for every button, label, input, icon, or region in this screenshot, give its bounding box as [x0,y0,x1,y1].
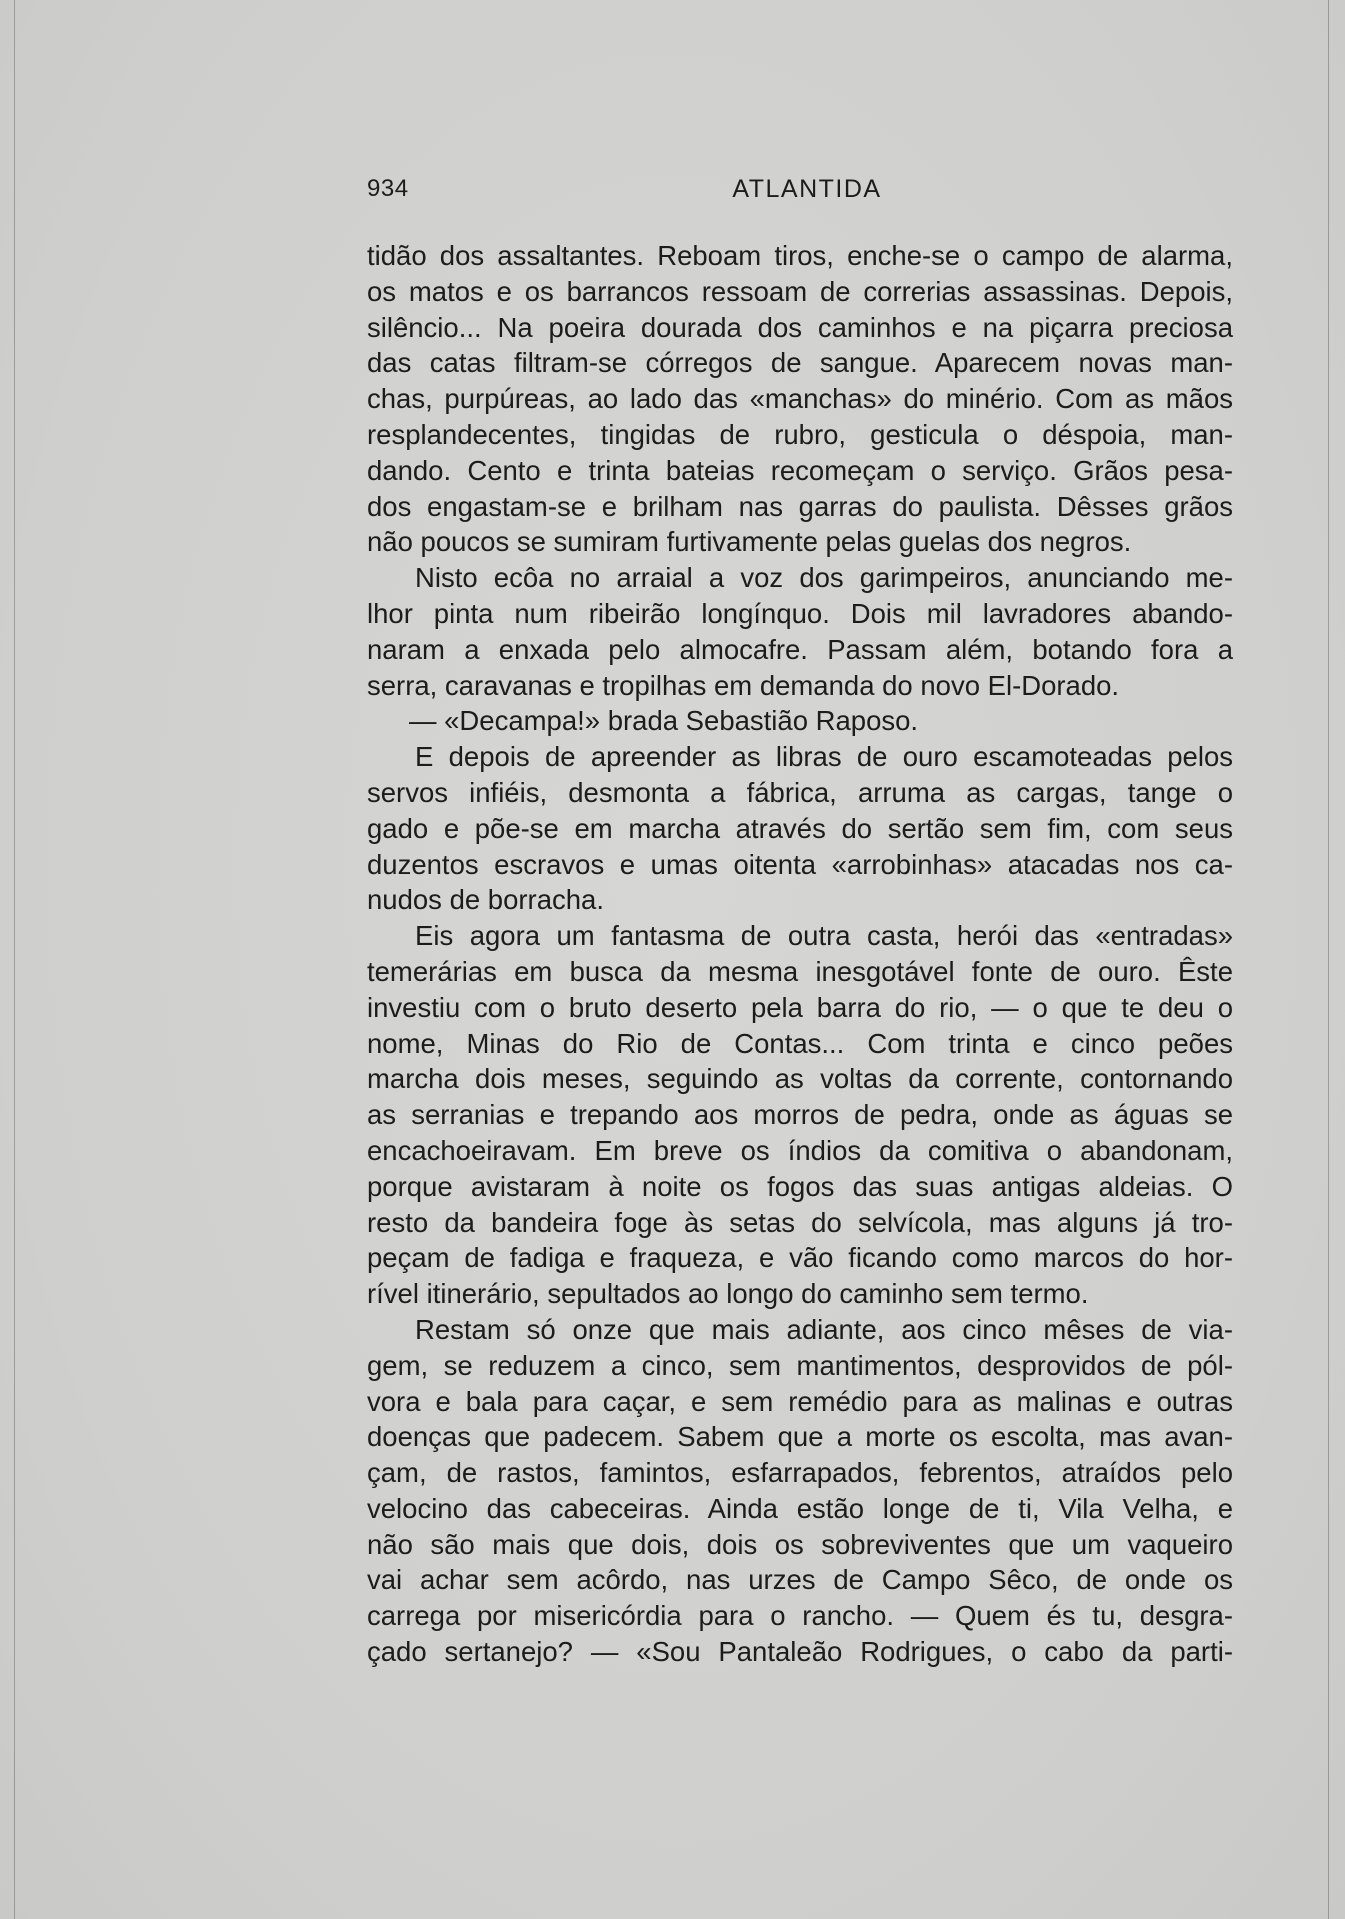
text-line: vora e bala para caçar, e sem remédio para as malinas e outras [367,1385,1233,1417]
text-line: nudos de borracha. [367,884,604,916]
text-line: rível itinerário, sepultados ao longo do caminho sem termo. [367,1278,1089,1310]
body-text [367,238,1233,1670]
text-line: tidão dos assaltantes. Reboam tiros, enche-se o campo de alarma, [367,240,1233,271]
text-line: Nisto ecôa no arraial a voz dos garimpeiros, anunciando me- [415,562,1233,594]
text-line: dos engastam-se e brilham nas garras do paulista. Dêsses grãos [367,490,1233,522]
text-line: gem, se reduzem a cinco, sem mantimentos, desprovidos de pól- [367,1349,1233,1381]
text-line: lhor pinta num ribeirão longínquo. Dois mil lavradores abando- [367,597,1233,629]
text-line: doenças que padecem. Sabem que a morte os escolta, mas avan- [367,1421,1233,1453]
text-line: marcha dois meses, seguindo as voltas da corrente, contornando [367,1063,1233,1095]
text-line: chas, purpúreas, ao lado das «manchas» do minério. Com as mãos [367,383,1233,415]
text-line: Restam só onze que mais adiante, aos cinco mêses de via- [415,1313,1233,1345]
page-number: 934 [367,175,409,202]
text-line: não são mais que dois, dois os sobreviventes que um vaqueiro [367,1528,1233,1560]
text-line: nome, Minas do Rio de Contas... Com trinta e cinco peões [367,1027,1233,1059]
text-line: Eis agora um fantasma de outra casta, herói das «entradas» [415,920,1233,952]
text-line: duzentos escravos e umas oitenta «arrobinhas» atacadas nos ca- [367,848,1233,880]
text-line: çam, de rastos, famintos, esfarrapados, febrentos, atraídos pelo [367,1457,1233,1489]
text-line: servos infiéis, desmonta a fábrica, arruma as cargas, tange o [367,776,1233,808]
text-line: E depois de apreender as libras de ouro escamoteadas pelos [415,741,1233,773]
text-line: porque avistaram à noite os fogos das suas antigas aldeias. O [367,1170,1233,1202]
text-line: çado sertanejo? — «Sou Pantaleão Rodrigues, o cabo da parti- [367,1636,1233,1668]
text-line: vai achar sem acôrdo, nas urzes de Campo Sêco, de onde os [367,1564,1233,1596]
text-line: encachoeiravam. Em breve os índios da comitiva o abandonam, [367,1134,1233,1166]
text-line: investiu com o bruto deserto pela barra do rio, — o que te deu o [367,991,1233,1023]
text-line: resplandecentes, tingidas de rubro, gesticula o déspoia, man- [367,418,1233,450]
text-line: — «Decampa!» brada Sebastião Raposo. [409,705,919,737]
text-line: serra, caravanas e tropilhas em demanda do novo El-Dorado. [367,669,1120,701]
text-line: as serranias e trepando aos morros de pedra, onde as águas se [367,1099,1233,1131]
running-head [367,175,1247,209]
text-line: não poucos se sumiram furtivamente pelas guelas dos negros. [367,526,1132,558]
text-line: gado e põe-se em marcha através do sertão sem fim, com seus [367,812,1233,844]
text-line: resto da bandeira foge às setas do selvícola, mas alguns já tro- [367,1206,1233,1238]
text-line: dando. Cento e trinta bateias recomeçam o serviço. Grãos pesa- [367,454,1233,486]
scan-edge-line-left [14,0,15,1919]
text-line: peçam de fadiga e fraqueza, e vão ficando como marcos do hor- [367,1242,1233,1274]
scan-edge-line-right [1328,0,1329,1919]
text-line: temerárias em busca da mesma inesgotável fonte de ouro. Êste [367,955,1233,987]
text-line: os matos e os barrancos ressoam de correrias assassinas. Depois, [367,275,1233,307]
running-title: ATLANTIDA [732,175,882,203]
text-line: velocino das cabeceiras. Ainda estão longe de ti, Vila Velha, e [367,1492,1233,1524]
text-line: carrega por misericórdia para o rancho. — Quem és tu, desgra- [367,1600,1233,1632]
text-line: das catas filtram-se córregos de sangue. Aparecem novas man- [367,347,1233,379]
text-line: silêncio... Na poeira dourada dos caminhos e na piçarra preciosa [367,311,1233,343]
text-line: naram a enxada pelo almocafre. Passam além, botando fora a [367,633,1233,665]
